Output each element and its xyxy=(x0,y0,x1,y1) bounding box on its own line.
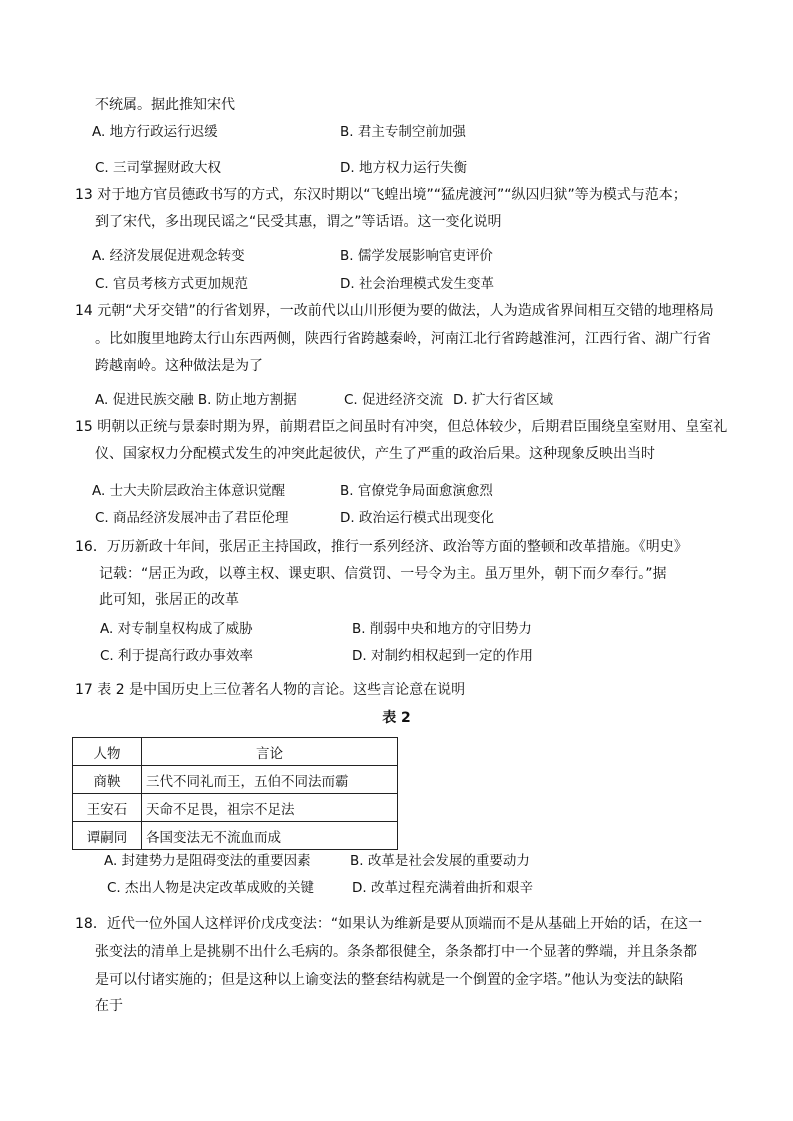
q15-option-a: A. 士大夫阶层政治主体意识觉醒 xyxy=(92,483,286,499)
table-row xyxy=(73,766,398,794)
q17-stem: 17 表 2 是中国历史上三位著名人物的言论。这些言论意在说明 xyxy=(75,682,466,698)
q15-option-d: D. 政治运行模式出现变化 xyxy=(340,510,494,526)
cell-quote: 天命不足畏，祖宗不足法 xyxy=(142,794,398,822)
quote-table xyxy=(72,737,398,850)
q13-stem-line-2: 到了宋代，多出现民谣之“民受其惠，谓之”等话语。这一变化说明 xyxy=(95,214,502,230)
q15-option-c: C. 商品经济发展冲击了君臣伦理 xyxy=(95,510,289,526)
q13-option-d: D. 社会治理模式发生变革 xyxy=(340,276,494,292)
table-row xyxy=(73,794,398,822)
q12-option-d: D. 地方权力运行失衡 xyxy=(340,160,467,176)
q13-option-b: B. 儒学发展影响官吏评价 xyxy=(340,248,493,264)
q16-stem-line-2: 记载：“居正为政，以尊主权、课吏职、信赏罚、一号令为主。虽万里外，朝下而夕奉行。”据 xyxy=(99,566,667,582)
q14-option-ab: A. 促进民族交融 B. 防止地方割据 xyxy=(95,392,297,408)
table-caption: 表 2 xyxy=(382,710,411,726)
table-header-row xyxy=(73,738,398,766)
q18-stem-line-1: 18．近代一位外国人这样评价戊戌变法：“如果认为维新是要从顶端而不是从基础上开始的话，在这一 xyxy=(75,916,703,932)
q18-stem-line-3: 是可以付诸实施的；但是这种以上谕变法的整套结构就是一个倒置的金字塔。”他认为变法的缺陷 xyxy=(95,972,684,988)
q12-stem-tail: 不统属。据此推知宋代 xyxy=(95,97,235,113)
q16-option-d: D. 对制约相权起到一定的作用 xyxy=(352,648,533,664)
header-person: 人物 xyxy=(73,738,142,766)
q16-stem-line-3: 此可知，张居正的改革 xyxy=(99,592,239,608)
q12-option-c: C. 三司掌握财政大权 xyxy=(95,160,222,176)
q13-option-c: C. 官员考核方式更加规范 xyxy=(95,276,249,292)
q18-stem-line-2: 张变法的清单上是挑剔不出什么毛病的。条条都很健全，条条都打中一个显著的弊端，并且条条都 xyxy=(95,944,697,960)
q12-option-a: A. 地方行政运行迟缓 xyxy=(92,124,218,140)
q17-option-c: C. 杰出人物是决定改革成败的关键 xyxy=(107,880,315,896)
q15-stem-line-1: 15 明朝以正统与景泰时期为界，前期君臣之间虽时有冲突，但总体较少，后期君臣围绕皇室财用、皇室礼 xyxy=(75,419,728,435)
q16-option-a: A. 对专制皇权构成了威胁 xyxy=(100,621,253,637)
cell-person: 王安石 xyxy=(73,794,142,822)
q13-option-a: A. 经济发展促进观念转变 xyxy=(92,248,245,264)
q16-option-b: B. 削弱中央和地方的守旧势力 xyxy=(352,621,532,637)
cell-person: 谭嗣同 xyxy=(73,822,142,850)
q14-option-c: C. 促进经济交流 xyxy=(344,392,444,408)
cell-person: 商鞅 xyxy=(73,766,142,794)
q14-stem-line-3: 跨越南岭。这种做法是为了 xyxy=(95,358,263,374)
cell-quote: 各国变法无不流血而成 xyxy=(142,822,398,850)
q14-stem-line-2: 。比如腹里地跨太行山东西两侧，陕西行省跨越秦岭，河南江北行省跨越淮河，江西行省、湖广行省 xyxy=(95,331,711,347)
q17-option-d: D. 改革过程充满着曲折和艰辛 xyxy=(352,880,533,896)
q15-stem-line-2: 仪、国家权力分配模式发生的冲突此起彼伏，产生了严重的政治后果。这种现象反映出当时 xyxy=(95,446,655,462)
cell-quote: 三代不同礼而王，五伯不同法而霸 xyxy=(142,766,398,794)
q17-option-b: B. 改革是社会发展的重要动力 xyxy=(350,853,530,869)
q16-stem-line-1: 16．万历新政十年间，张居正主持国政，推行一系列经济、政治等方面的整顿和改革措施。《明史》 xyxy=(75,539,688,555)
q13-stem-line-1: 13 对于地方官员德政书写的方式，东汉时期以“飞蝗出境”“猛虎渡河”“纵囚归狱”等为模式与范本； xyxy=(75,187,687,203)
q17-option-a: A. 封建势力是阻碍变法的重要因素 xyxy=(104,853,311,869)
q14-option-d: D. 扩大行省区域 xyxy=(453,392,553,408)
q16-option-c: C. 利于提高行政办事效率 xyxy=(100,648,254,664)
q18-stem-line-4: 在于 xyxy=(95,998,123,1014)
q14-stem-line-1: 14 元朝“犬牙交错”的行省划界，一改前代以山川形便为要的做法，人为造成省界间相互交错的地理格局 xyxy=(75,303,714,319)
q12-option-b: B. 君主专制空前加强 xyxy=(340,124,466,140)
table-row xyxy=(73,822,398,850)
q15-option-b: B. 官僚党争局面愈演愈烈 xyxy=(340,483,493,499)
header-quote: 言论 xyxy=(142,738,398,766)
